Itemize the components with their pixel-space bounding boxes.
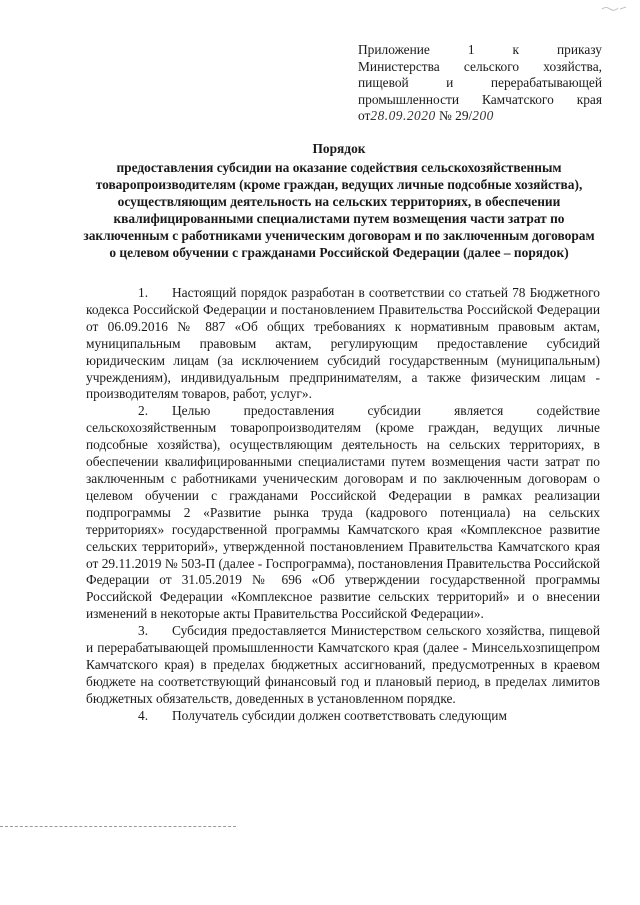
paragraph-number: 1. bbox=[138, 285, 149, 300]
date-prefix: от bbox=[358, 108, 371, 124]
document-body bbox=[86, 285, 600, 725]
paragraph-text: Целью предоставления субсидии является содействие сельскохозяйственным товаропроизводителям (кроме граждан, ведущих личные подсобные хозяйства), осуществляющим деятельность на сельских территориях, в обеспечении квалифицированными специалистами путем возмещения части затрат по заключенным с работниками ученическим договорам и по заключенным договорам о целевом обучении с гражданами Российской Федерации в рамках реализации подпрограммы 2 «Развитие рынка труда (кадрового потенциала) на сельских территориях» государственной программы Камчатского края «Комплексное развитие сельских территорий», утвержденной постановлением Правительства Камчатского края от 29.11.2019 № 503-П (далее - Госпрограмма), постановления Правительства Российской Федерации от 31.05.2019 № 696 «Об утверждении государственной программы Российской Федерации «Комплексное развитие сельских территорий» и о внесении изменений в некоторые акты Правительства Российской Федерации». bbox=[86, 403, 600, 622]
document-title bbox=[80, 140, 598, 261]
paragraph-number: 4. bbox=[138, 707, 149, 723]
appendix-line: Министерства сельского хозяйства, bbox=[358, 58, 602, 74]
appendix-line: пищевой и перерабатывающей bbox=[358, 75, 602, 91]
appendix-date-line bbox=[358, 108, 602, 125]
paragraph-number: 2. bbox=[138, 403, 149, 419]
appendix-block bbox=[358, 42, 602, 125]
footer-dashed-rule bbox=[0, 826, 236, 827]
paragraph-number: 3. bbox=[138, 623, 149, 639]
paragraph bbox=[86, 285, 600, 403]
paragraph-text: Настоящий порядок разработан в соответствии со статьей 78 Бюджетного кодекса Российской Федерации и постановлением Правительства Российской Федерации от 06.09.2016 № 887 «Об общих требованиях к нормативным правовым актам, муниципальным правовым актам, регулирующим предоставление субсидий юридическим лицам (за исключением субсидий государственным (муниципальным) учреждениям), индивидуальным предпринимателям, а также физическим лицам - производителям товаров, работ, услуг». bbox=[86, 285, 600, 402]
handwritten-date: 28.09.2020 bbox=[370, 108, 436, 124]
handwritten-order-number: 200 bbox=[472, 108, 494, 124]
paragraph bbox=[86, 708, 600, 725]
paragraph bbox=[86, 623, 600, 708]
paragraph-text: Субсидия предоставляется Министерством сельского хозяйства, пищевой и перерабатывающей промышленности Камчатского края (далее - Минсельхозпищепром Камчатского края) в пределах бюджетных ассигнований, предусмотренных в краевом бюджете на соответствующий финансовый год и плановый период, в пределах лимитов бюджетных обязательств, доведенных в установленном порядке. bbox=[86, 623, 600, 706]
title-text: предоставления субсидии на оказание содействия сельскохозяйственным товаропроизводителям (кроме граждан, ведущих личные подсобные хозяйства), осуществляющим деятельность на сельских территориях, в обеспечении квалифицированными специалистами путем возмещения части затрат по заключенным с работниками ученическим договорам и по заключенным договорам о целевом обучении с гражданами Российской Федерации (далее – порядок) bbox=[83, 160, 595, 260]
paragraph bbox=[86, 403, 600, 623]
title-heading: Порядок bbox=[312, 141, 366, 156]
order-number-label: № 29/ bbox=[439, 108, 473, 124]
paragraph-text: Получатель субсидии должен соответствовать следующим bbox=[172, 707, 507, 723]
appendix-line: Приложение 1 к приказу bbox=[358, 42, 602, 57]
scan-corner-mark bbox=[600, 4, 628, 12]
appendix-line: промышленности Камчатского края bbox=[358, 91, 602, 107]
